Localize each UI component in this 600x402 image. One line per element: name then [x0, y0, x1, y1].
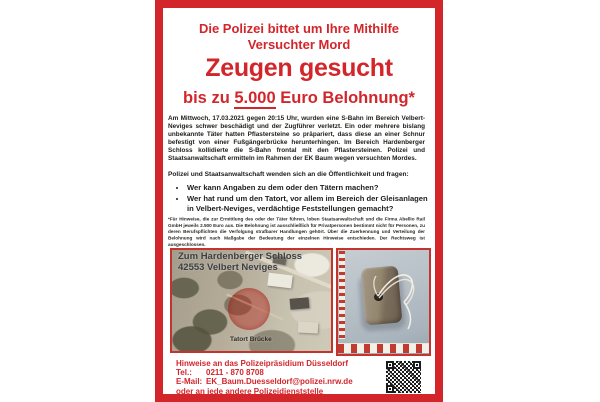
map-caption: Tatort Brücke	[230, 336, 272, 343]
poster-title-line1: Die Polizei bittet um Ihre Mithilfe	[198, 21, 400, 36]
reward-line	[163, 88, 435, 108]
contact-email-row	[176, 377, 353, 386]
aerial-map-photo	[170, 248, 333, 353]
witness-question-list	[177, 183, 433, 215]
email-label: E-Mail:	[176, 377, 203, 387]
reward-amount: 5.000	[234, 89, 276, 107]
reward-suffix: Euro Belohnung*	[275, 89, 415, 107]
tel-label: Tel.:	[176, 368, 192, 378]
map-address-line2: 42553 Velbert Neviges	[178, 262, 278, 273]
qr-finder-icon	[386, 361, 394, 369]
map-building	[290, 297, 310, 310]
qr-code-icon	[385, 360, 422, 394]
tel-value: 0211 - 870 8708	[206, 368, 264, 378]
qr-finder-icon	[386, 385, 394, 393]
poster-headline: Zeugen gesucht	[205, 54, 393, 82]
poster-title-line2: Versuchter Mord	[247, 37, 351, 52]
reward-prefix: bis zu	[183, 89, 235, 107]
incident-paragraph: Am Mittwoch, 17.03.2021 gegen 20:15 Uhr, wurden eine S-Bahn im Bereich Velbert-Neviges schwer beschädigt und der Zugführer verletzt. Ein oder mehrere bislang unbekannte Täter hatten Pflastersteine so präpariert, dass diese an einer Schnur befestigt von einer Fußgängerbrücke herunterhingen. Im Bereich Hardenberger Schloss kollidierte die S-Bahn frontal mit den Pflastersteinen. Polizei und Staatsanwaltschaft ermitteln im Rahmen der EK Baum wegen versuchten Mordes.	[168, 115, 425, 162]
qr-finder-icon	[413, 361, 421, 369]
crime-scene-marker	[228, 288, 270, 330]
cord-string	[338, 250, 429, 354]
contact-alternative: oder an jede andere Polizeidienststelle	[176, 386, 324, 396]
reward-fine-print: *Für Hinweise, die zur Ermittlung des oder der Täter führen, loben Staatsanwaltschaft und die Firma Abellio Rail GmbH jeweils 2.500 Euro aus. Die Belohnung ist ausschließlich für Privatpersonen bestimmt nicht für Personen, zu deren Berufspflichten die Verfolgung strafbarer Handlungen gehört. Über die Zuerkennung und Verteilung der Belohnung wird nach Maßgabe der Bedeutung der einzelnen Hinweise entschieden. Der Rechtsweg ist ausgeschlossen.	[168, 217, 425, 248]
contact-block	[176, 359, 353, 396]
map-address-line1: Zum Hardenberger Schloss	[178, 251, 303, 262]
appeal-intro: Polizei und Staatsanwaltschaft wenden sich an die Öffentlichkeit und fragen:	[168, 171, 409, 178]
witness-question: • Wer kann Angaben zu dem oder den Tätern machen?	[187, 183, 433, 194]
email-value: EK_Baum.Duesseldorf@polizei.nrw.de	[206, 377, 353, 387]
map-building	[298, 321, 319, 333]
police-appeal-poster	[155, 0, 443, 402]
witness-question: • Wer hat rund um den Tatort, vor allem im Bereich der Gleisanlagen in Velbert-Neviges, verdächtige Feststellungen gemacht?	[187, 194, 433, 215]
map-address	[178, 251, 302, 273]
contact-tel-row	[176, 368, 353, 377]
evidence-photo	[336, 248, 431, 356]
contact-heading: Hinweise an das Polizeipräsidium Düsseldorf	[176, 359, 349, 368]
map-building	[267, 273, 292, 289]
